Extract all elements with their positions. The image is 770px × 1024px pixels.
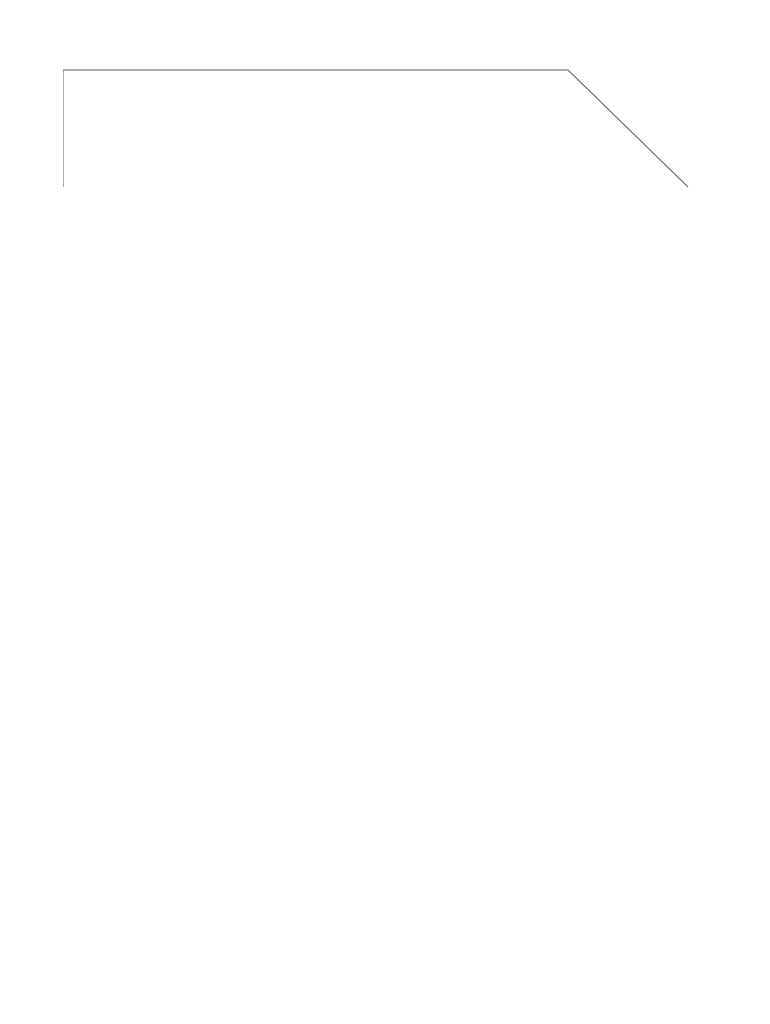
column-header-area xyxy=(0,0,770,190)
